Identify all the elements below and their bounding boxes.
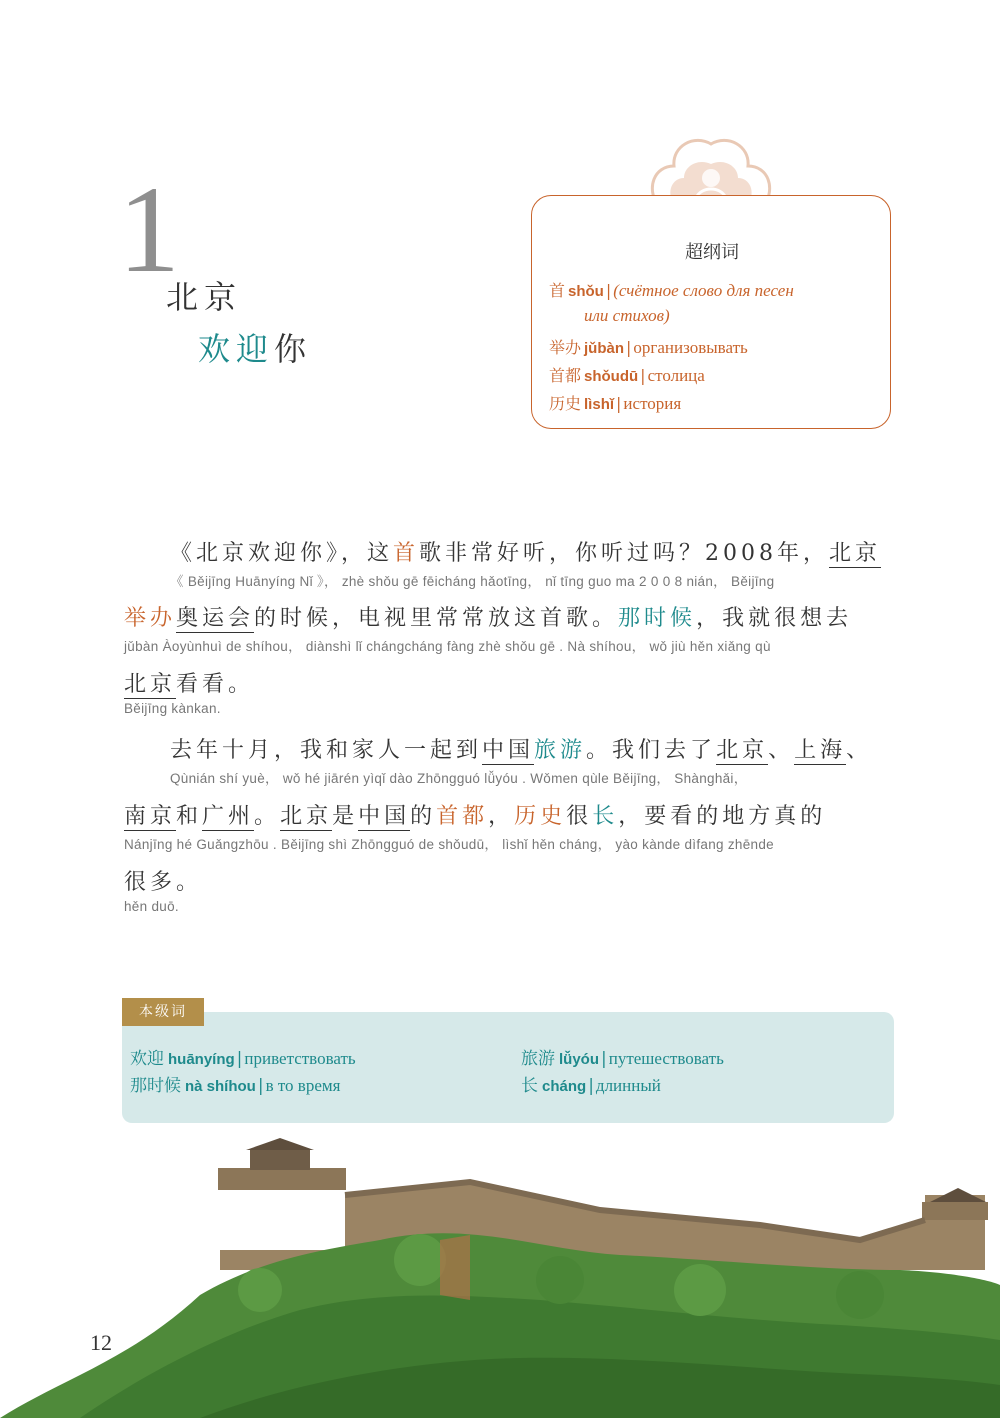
above-level-vocab-card: [531, 195, 891, 429]
text-line-6: [124, 865, 894, 914]
page-number: 12: [90, 1330, 112, 1355]
vocab-translation: столица: [647, 366, 705, 385]
level-vocab-item: 旅游 lǚyóu | путешествовать: [521, 1049, 724, 1069]
lesson-title-welcome: 欢迎: [198, 330, 275, 368]
lesson-title-line2: [198, 324, 312, 370]
level-vocab-item: 那时候 nà shíhou | в то время: [130, 1076, 341, 1096]
text-line-2: [124, 601, 894, 655]
text-line-1: [170, 536, 894, 590]
level-vocab-tab: 本级词: [122, 998, 204, 1026]
vocab-translation-cont: или стихов): [584, 306, 670, 325]
pinyin-line: Běijīng kànkan.: [124, 701, 221, 716]
level-vocab-item: 长 cháng | длинный: [521, 1076, 661, 1096]
vocab-pinyin: shǒu: [568, 283, 604, 300]
above-level-vocab-title: 超纲词: [685, 242, 739, 263]
pinyin-line: 《 Běijīng Huānyíng Nǐ 》， zhè shǒu gē fēicháng hǎotīng， nǐ tīng guo ma 2 0 0 8 nián， Běijīng: [170, 574, 775, 589]
vocab-hanzi: 历史: [549, 394, 582, 413]
hanzi-line: 南京和广州。北京是中国的首都，历史很长，要看的地方真的: [124, 804, 827, 829]
level-vocab-box: [122, 1012, 894, 1123]
vocab-hanzi: 首都: [549, 366, 582, 385]
vocab-item: 首 shǒu | (счётное слово для песен: [549, 281, 794, 300]
vocab-translation: история: [623, 394, 682, 413]
vocab-item: 首都 shǒudū | столица: [549, 366, 705, 385]
text-line-5: [124, 799, 894, 853]
text-line-4: [170, 733, 894, 787]
lesson-title-you: 你: [274, 330, 313, 368]
hanzi-line: 去年十月，我和家人一起到中国旅游。我们去了北京、上海、: [170, 738, 873, 763]
level-vocab-item: 欢迎 huānyíng | приветствовать: [130, 1049, 356, 1069]
hanzi-line: 北京看看。: [124, 672, 255, 697]
great-wall-photo: [0, 1120, 1000, 1418]
pinyin-line: jǔbàn Àoyùnhuì de shíhou， diànshì lǐ chángcháng fàng zhè shǒu gē . Nà shíhou， wǒ jiù hěn xiǎng qù: [124, 639, 771, 654]
vocab-hanzi: 首: [549, 281, 566, 300]
vocab-item: 历史 lìshǐ | история: [549, 394, 682, 413]
lesson-title-line1: 北京: [166, 278, 243, 316]
hanzi-line: 举办奥运会的时候，电视里常常放这首歌。那时候，我就很想去: [124, 606, 853, 631]
text-line-3: [124, 667, 894, 716]
hanzi-line: 很多。: [124, 870, 203, 895]
vocab-translation: (счётное слово для песен: [613, 281, 794, 300]
vocab-item: 举办 jǔbàn | организовывать: [549, 338, 748, 357]
pinyin-line: hěn duō.: [124, 899, 179, 914]
pinyin-line: Qùnián shí yuè， wǒ hé jiārén yìqǐ dào Zhōngguó lǚyóu . Wǒmen qùle Běijīng， Shànghǎi，: [170, 771, 748, 786]
vocab-pinyin: shǒudū: [584, 368, 639, 385]
hanzi-line: 《北京欢迎你》，这首歌非常好听，你听过吗？2008年，北京: [170, 541, 882, 566]
pinyin-line: Nánjīng hé Guǎngzhōu . Běijīng shì Zhōngguó de shǒudū， lìshǐ hěn cháng， yào kànde dìfang zhēnde: [124, 837, 774, 852]
vocab-pinyin: jǔbàn: [584, 340, 625, 357]
vocab-item-cont: [584, 306, 670, 326]
vocab-translation: организовывать: [633, 338, 748, 357]
vocab-pinyin: lìshǐ: [584, 396, 615, 413]
vocab-hanzi: 举办: [549, 338, 582, 357]
lesson-number: 1: [118, 161, 180, 298]
